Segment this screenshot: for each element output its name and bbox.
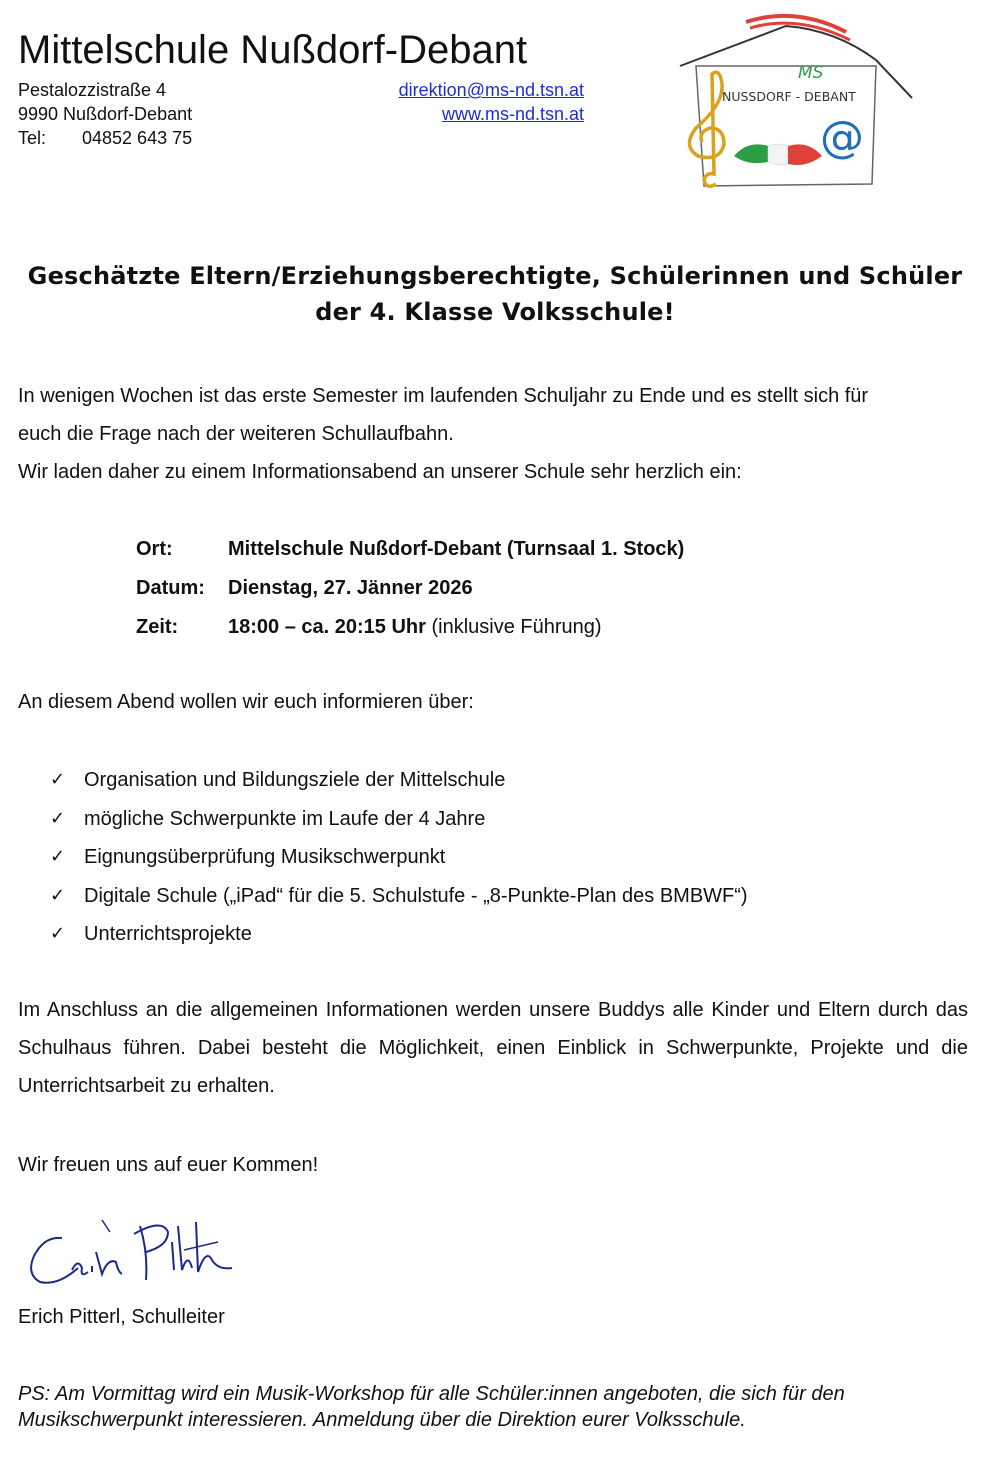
logo-lips-red xyxy=(788,144,822,165)
logo-at-icon: @ xyxy=(820,112,864,163)
list-item: ✓ mögliche Schwerpunkte im Laufe der 4 Jahre xyxy=(50,800,748,839)
ort-value: Mittelschule Nußdorf-Debant (Turnsaal 1. Stock) xyxy=(228,538,685,560)
website-link[interactable]: www.ms-nd.tsn.at xyxy=(441,104,584,124)
logo-treble-clef-icon xyxy=(689,72,724,186)
logo-lips-white xyxy=(768,144,788,165)
datum-label: Datum: xyxy=(136,577,205,599)
checkmark-icon: ✓ xyxy=(50,769,66,790)
logo-text-name: NUSSDORF - DEBANT xyxy=(722,89,856,104)
list-item: ✓ Unterrichtsprojekte xyxy=(50,915,748,954)
handwritten-signature-icon xyxy=(22,1212,242,1294)
event-details xyxy=(136,530,684,647)
heading-line-2: der 4. Klasse Volksschule! xyxy=(315,298,675,326)
intro-line: Wir laden daher zu einem Informationsabend an unserer Schule sehr herzlich ein: xyxy=(18,461,742,483)
address-city: 9990 Nußdorf-Debant xyxy=(18,104,193,124)
email-link[interactable]: direktion@ms-nd.tsn.at xyxy=(398,80,584,100)
detail-row-ort xyxy=(136,530,684,569)
intro-paragraph xyxy=(18,377,970,491)
detail-row-datum xyxy=(136,569,684,608)
signer-name: Erich Pitterl, Schulleiter xyxy=(18,1306,225,1328)
closing-line: Wir freuen uns auf euer Kommen! xyxy=(18,1154,319,1176)
checkmark-icon: ✓ xyxy=(50,884,66,906)
phone-number: 04852 643 75 xyxy=(82,128,193,148)
school-logo xyxy=(676,4,916,192)
checkmark-icon: ✓ xyxy=(50,807,66,829)
checkmark-icon: ✓ xyxy=(50,846,66,867)
postscript: PS: Am Vormittag wird ein Musik-Workshop für alle Schüler:innen angeboten, die sich für den Musikschwerpunkt interessieren. Anmeldung über die Direktion eurer Volksschule. xyxy=(18,1383,845,1431)
detail-row-zeit xyxy=(136,608,684,647)
school-name: Mittelschule Nußdorf-Debant xyxy=(18,28,528,72)
outro-paragraph: Im Anschluss an die allgemeinen Informationen werden unsere Buddys alle Kinder und Eltern durch das Schulhaus führen. Dabei besteht die Möglichkeit, einen Einblick in Schwerpunkte, Projekte und die Unterrichtsarbeit zu erhalten. xyxy=(18,999,968,1097)
datum-value: Dienstag, 27. Jänner 2026 xyxy=(228,577,473,599)
logo-text-ms: MS xyxy=(798,63,824,83)
intro-line: euch die Frage nach der weiteren Schullaufbahn. xyxy=(18,423,454,445)
list-item: ✓ Organisation und Bildungsziele der Mittelschule xyxy=(50,761,748,800)
topics-list xyxy=(50,761,748,954)
address-street: Pestalozzistraße 4 xyxy=(18,80,167,100)
logo-roof xyxy=(680,26,912,98)
intro-line: In wenigen Wochen ist das erste Semester im laufenden Schuljahr zu Ende und es stellt sich für xyxy=(18,385,869,407)
ort-label: Ort: xyxy=(136,538,173,560)
zeit-note: (inklusive Führung) xyxy=(431,616,602,638)
phone-label: Tel: xyxy=(18,128,47,148)
list-item: ✓ Eignungsüberprüfung Musikschwerpunkt xyxy=(50,838,748,877)
address-phone xyxy=(18,126,192,150)
checkmark-icon: ✓ xyxy=(50,923,66,944)
zeit-label: Zeit: xyxy=(136,616,179,638)
logo-lips-green xyxy=(734,144,768,163)
heading-line-1: Geschätzte Eltern/Erziehungsberechtigte, Schülerinnen und Schüler xyxy=(27,262,963,290)
topics-intro: An diesem Abend wollen wir euch informieren über: xyxy=(18,691,474,713)
zeit-value: 18:00 – ca. 20:15 Uhr (inklusive Führung) xyxy=(228,616,602,638)
list-item: ✓ Digitale Schule („iPad“ für die 5. Schulstufe - „8-Punkte-Plan des BMBWF“) xyxy=(50,877,748,916)
